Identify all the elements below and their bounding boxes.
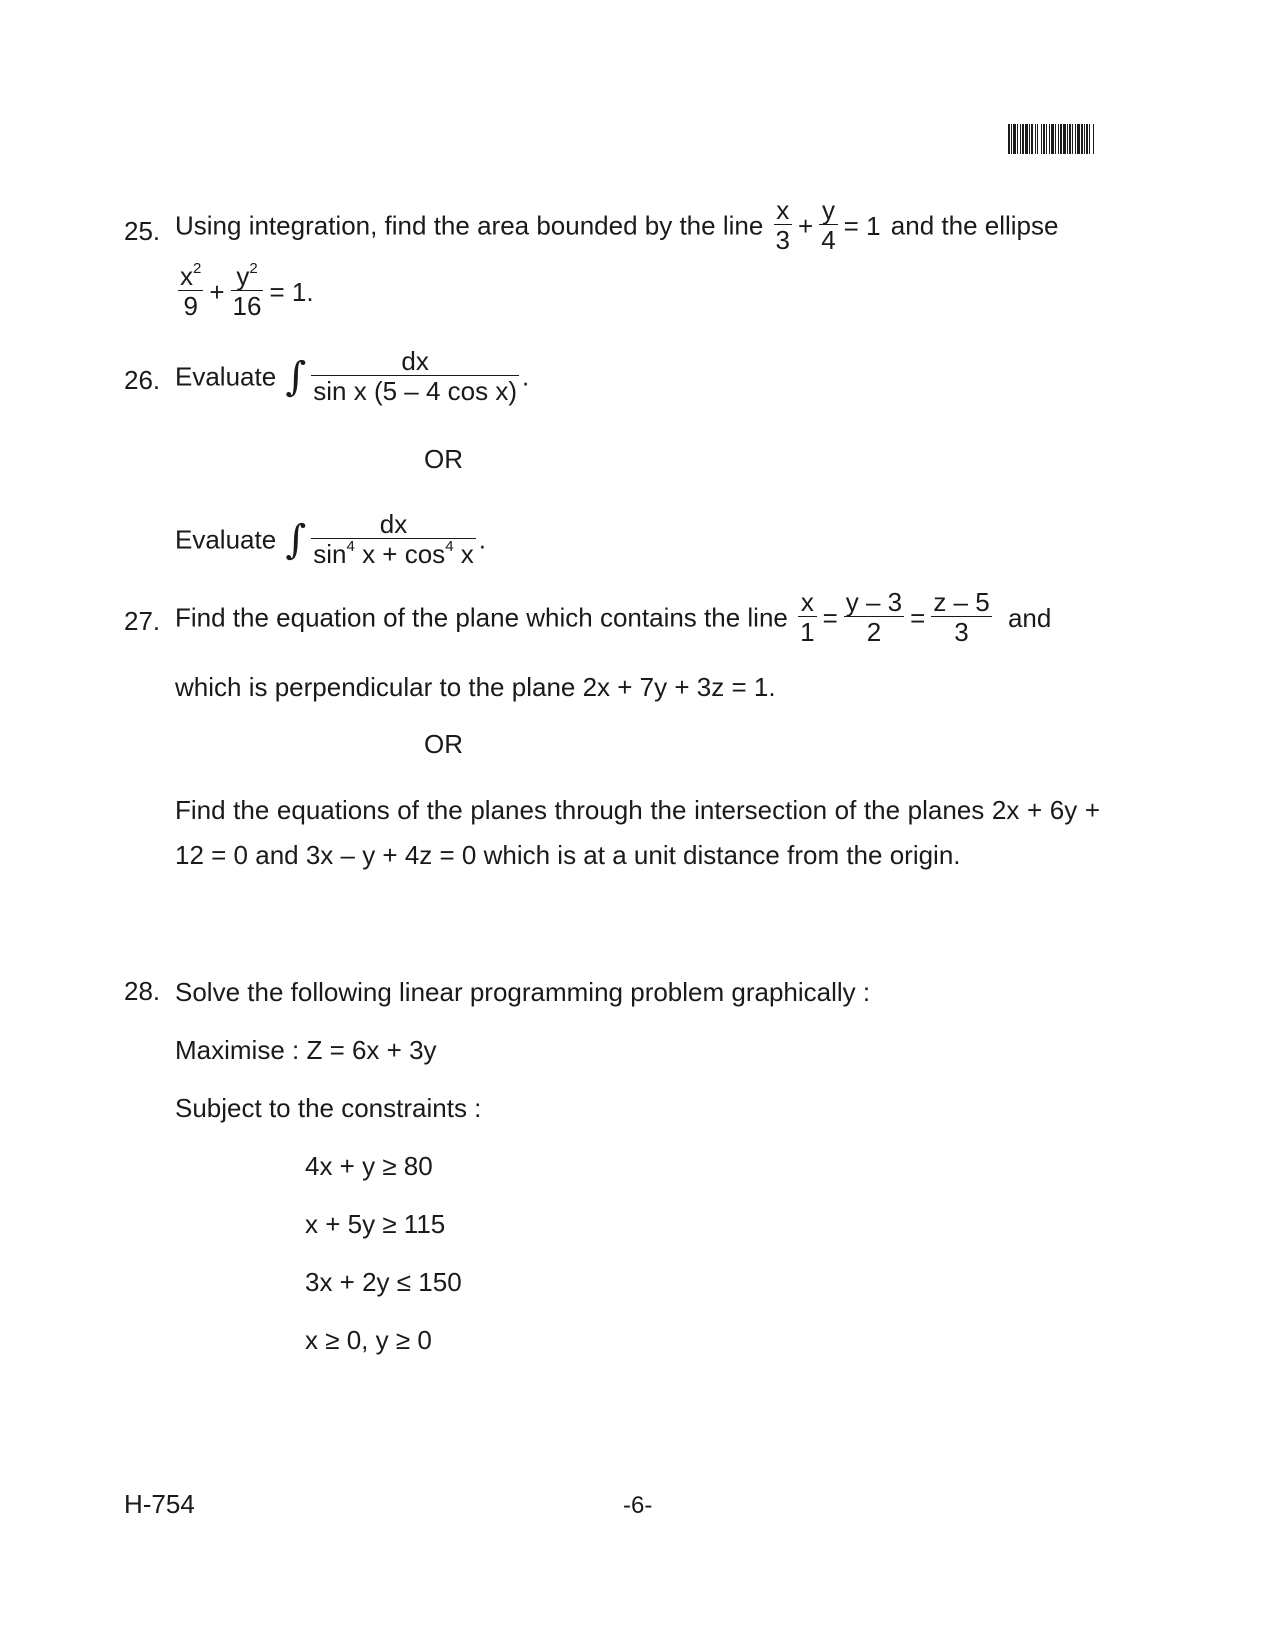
or-separator-26: OR xyxy=(424,444,463,474)
question-number-25: 25. xyxy=(124,216,161,246)
fraction-x-over-3: $\frac{x}{3}$ xyxy=(775,195,791,255)
fraction-x-over-1: $\frac{x}{1}$ xyxy=(800,587,815,647)
fraction-z-minus-5-over-3: $\frac{z - 5}{3}$ xyxy=(933,587,990,647)
question-number-26: 26. xyxy=(124,365,161,395)
constraint-3: 3x + 2y ≤ 150 xyxy=(305,1267,462,1297)
question-27-alternative: Find the equations of the planes through the intersection of the planes 2x + 6y + 12 = 0 and 3x – y + 4z = 0 which is at a unit distance from the origin. xyxy=(175,795,1100,870)
question-28-text: Solve the following linear programming problem graphically : xyxy=(175,977,871,1007)
question-27-line-1: Find the equation of the plane which contains the line $\frac{x}{1}$ = $\frac{y - 3}{2}$ = $\frac{z - 5}{3}$ and xyxy=(175,587,1052,647)
question-25-line-1: Using integration, find the area bounded by the line $\frac{x}{3}$ + $\frac{y}{4}$ = 1 and the ellipse xyxy=(175,195,1059,255)
question-26-alt-integral: Evaluate ∫ $\frac{dx}{\sin^4 x + \cos^4 x}$ . xyxy=(175,509,486,569)
integral-fraction-alt: $\frac{dx}{\sin^4 x + \cos^4 x}$ xyxy=(313,509,474,569)
constraints-heading: Subject to the constraints : xyxy=(175,1093,482,1123)
constraint-1: 4x + y ≥ 80 xyxy=(305,1151,433,1181)
question-number-27: 27. xyxy=(124,606,161,636)
question-25-text: Using integration, find the area bounded by the line xyxy=(175,210,764,241)
constraint-2: x + 5y ≥ 115 xyxy=(305,1209,446,1239)
question-25-line-2: $\frac{x^2}{9}$ + $\frac{y^2}{16}$ = 1. xyxy=(180,260,314,321)
integral-sign: ∫ xyxy=(285,353,307,400)
fraction-x2-over-9: $\frac{x^2}{9}$ xyxy=(180,260,202,321)
integral-sign: ∫ xyxy=(285,516,307,563)
fraction-y-minus-3-over-2: $\frac{y - 3}{2}$ xyxy=(845,587,903,647)
fraction-y2-over-16: $\frac{y^2}{16}$ xyxy=(232,260,262,321)
question-27-line-2: which is perpendicular to the plane 2x + 7y + 3z = 1. xyxy=(175,672,776,702)
integral-fraction: $\frac{dx}{\text{sin x (5 – 4 cos x)}}$ xyxy=(313,346,517,406)
question-26-integral: Evaluate ∫ $\frac{dx}{\text{sin x (5 – 4 cos x)}}$ . xyxy=(175,346,530,406)
question-number-28: 28. xyxy=(124,976,161,1006)
fraction-y-over-4: $\frac{y}{4}$ xyxy=(821,195,836,255)
paper-code: H-754 xyxy=(124,1489,195,1519)
page-number: -6- xyxy=(623,1492,653,1519)
barcode xyxy=(1008,124,1148,154)
or-separator-27: OR xyxy=(424,729,463,759)
objective-function: Maximise : Z = 6x + 3y xyxy=(175,1035,437,1065)
constraint-4: x ≥ 0, y ≥ 0 xyxy=(305,1325,432,1355)
